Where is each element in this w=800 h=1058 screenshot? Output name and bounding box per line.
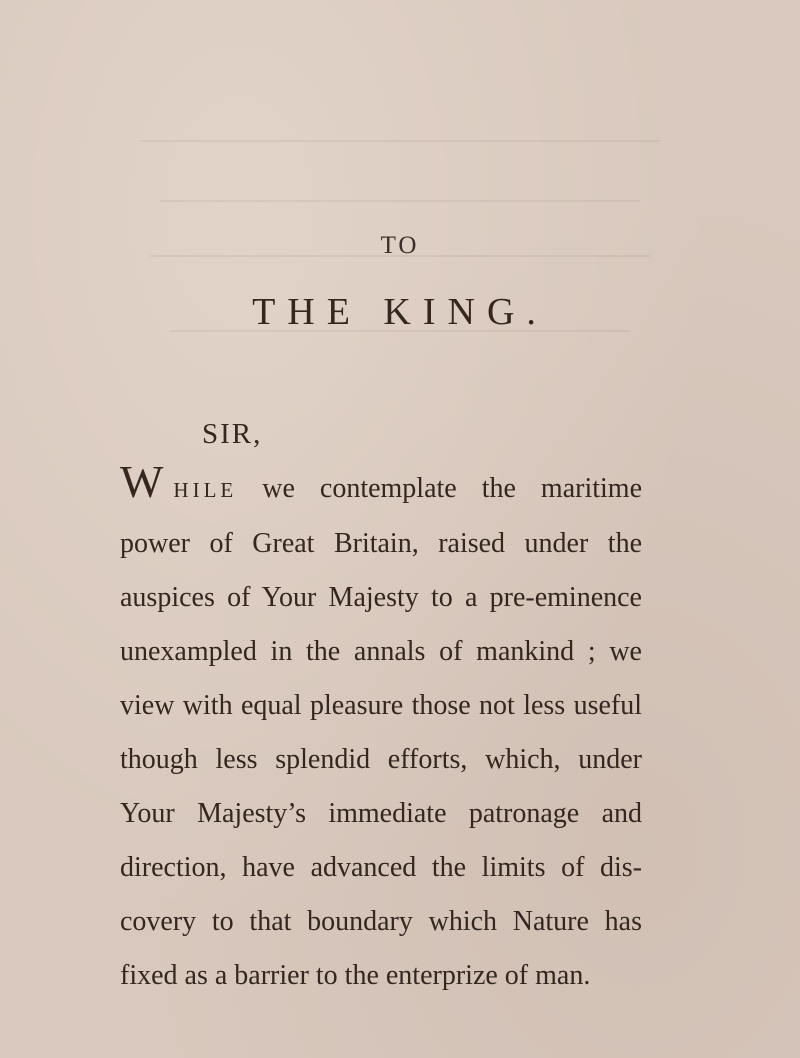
body-line-2: power of Great Britain, raised under the: [120, 528, 642, 559]
body-line-3: auspices of Your Majesty to a pre-eminence: [120, 582, 642, 613]
body-line-6: though less splendid efforts, which, under: [120, 744, 642, 775]
body-line-1: [120, 456, 642, 517]
dedication-addressee: THE KING.: [252, 291, 548, 333]
body-line-1-text: we contemplate the maritime: [237, 473, 642, 504]
salutation: SIR,: [202, 418, 263, 450]
body-line-7: Your Majesty’s immediate patronage and: [120, 798, 642, 829]
opening-smallcaps: HILE: [173, 478, 238, 502]
drop-cap: W: [120, 456, 164, 507]
dedication-to: TO: [380, 232, 420, 259]
body-line-9: covery to that boundary which Nature has: [120, 906, 642, 937]
body-line-10: fixed as a barrier to the enterprize of man.: [120, 960, 591, 991]
body-line-8: direction, have advanced the limits of dis-: [120, 852, 642, 883]
body-line-4: unexampled in the annals of mankind ; we: [120, 636, 642, 667]
dedication-body: [120, 456, 642, 1003]
body-line-5: view with equal pleasure those not less useful: [120, 690, 642, 721]
